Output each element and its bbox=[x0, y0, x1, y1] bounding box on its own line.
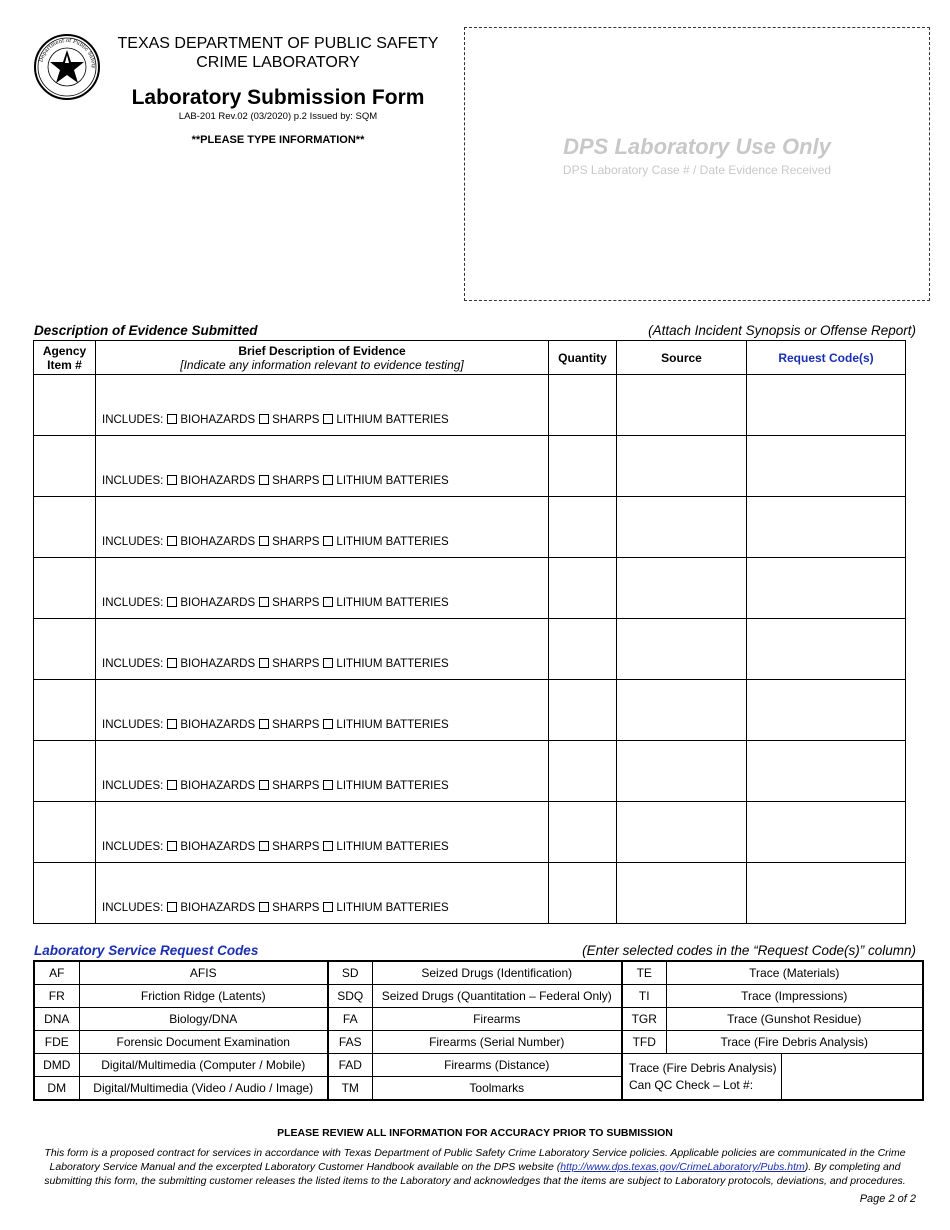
code-description: Trace (Materials) bbox=[666, 961, 923, 985]
form-title: Laboratory Submission Form bbox=[131, 86, 425, 109]
sharps-checkbox[interactable] bbox=[259, 719, 269, 729]
option-label: SHARPS bbox=[272, 719, 320, 731]
biohazards-checkbox[interactable] bbox=[167, 902, 177, 912]
code-description: Digital/Multimedia (Video / Audio / Image) bbox=[79, 1077, 328, 1101]
includes-options bbox=[96, 658, 548, 679]
col-source: Source bbox=[617, 341, 747, 375]
option-label: SHARPS bbox=[272, 536, 320, 548]
code-abbrev: TE bbox=[622, 961, 666, 985]
description-cell[interactable] bbox=[96, 558, 549, 619]
option-label: SHARPS bbox=[272, 841, 320, 853]
code-row bbox=[34, 961, 923, 985]
description-cell[interactable] bbox=[96, 375, 549, 436]
lot-number-field[interactable] bbox=[781, 1054, 923, 1101]
code-description: Digital/Multimedia (Computer / Mobile) bbox=[79, 1054, 328, 1077]
evidence-row bbox=[34, 680, 906, 741]
biohazards-checkbox[interactable] bbox=[167, 597, 177, 607]
source-cell[interactable] bbox=[617, 863, 747, 924]
option-label: SHARPS bbox=[272, 658, 320, 670]
col-request-codes: Request Code(s) bbox=[747, 341, 906, 375]
code-row bbox=[34, 1008, 923, 1031]
description-cell[interactable] bbox=[96, 619, 549, 680]
includes-options bbox=[96, 536, 548, 557]
svg-text:Department of Public Safety: Department of Public Safety bbox=[38, 37, 97, 69]
code-abbrev: SDQ bbox=[328, 985, 372, 1008]
item-number-cell[interactable] bbox=[34, 558, 96, 619]
option-label: LITHIUM BATTERIES bbox=[336, 414, 449, 426]
code-description: AFIS bbox=[79, 961, 328, 985]
evidence-row bbox=[34, 375, 906, 436]
biohazards-checkbox[interactable] bbox=[167, 658, 177, 668]
lithium-batteries-checkbox[interactable] bbox=[323, 719, 333, 729]
evidence-header-row bbox=[34, 341, 906, 375]
lithium-batteries-checkbox[interactable] bbox=[323, 475, 333, 485]
request-code-cell[interactable] bbox=[747, 802, 906, 863]
agency-name: TEXAS DEPARTMENT OF PUBLIC SAFETY CRIME LABORATORY bbox=[117, 35, 439, 71]
sharps-checkbox[interactable] bbox=[259, 475, 269, 485]
description-cell[interactable] bbox=[96, 680, 549, 741]
code-description: Biology/DNA bbox=[79, 1008, 328, 1031]
page-number: Page 2 of 2 bbox=[859, 1193, 916, 1205]
option-label: LITHIUM BATTERIES bbox=[336, 658, 449, 670]
quantity-cell[interactable] bbox=[549, 680, 617, 741]
sharps-checkbox[interactable] bbox=[259, 780, 269, 790]
code-description: Seized Drugs (Quantitation – Federal Only) bbox=[372, 985, 622, 1008]
includes-label: INCLUDES: bbox=[102, 841, 164, 853]
includes-options bbox=[96, 780, 548, 801]
sharps-checkbox[interactable] bbox=[259, 658, 269, 668]
source-cell[interactable] bbox=[617, 619, 747, 680]
quantity-cell[interactable] bbox=[549, 619, 617, 680]
request-code-cell[interactable] bbox=[747, 375, 906, 436]
lithium-batteries-checkbox[interactable] bbox=[323, 414, 333, 424]
code-row bbox=[34, 1031, 923, 1054]
lithium-batteries-checkbox[interactable] bbox=[323, 841, 333, 851]
source-cell[interactable] bbox=[617, 680, 747, 741]
lithium-batteries-checkbox[interactable] bbox=[323, 658, 333, 668]
sharps-checkbox[interactable] bbox=[259, 414, 269, 424]
evidence-table bbox=[33, 340, 906, 924]
code-description: Seized Drugs (Identification) bbox=[372, 961, 622, 985]
code-description: Forensic Document Examination bbox=[79, 1031, 328, 1054]
code-description: Firearms (Serial Number) bbox=[372, 1031, 622, 1054]
option-label: SHARPS bbox=[272, 902, 320, 914]
includes-label: INCLUDES: bbox=[102, 780, 164, 792]
source-cell[interactable] bbox=[617, 802, 747, 863]
code-abbrev: DM bbox=[34, 1077, 79, 1101]
type-instruction: **PLEASE TYPE INFORMATION** bbox=[191, 134, 365, 146]
option-label: LITHIUM BATTERIES bbox=[336, 780, 449, 792]
code-description: Firearms bbox=[372, 1008, 622, 1031]
code-abbrev: SD bbox=[328, 961, 372, 985]
dps-seal-logo bbox=[33, 33, 101, 101]
item-number-cell[interactable] bbox=[34, 863, 96, 924]
option-label: LITHIUM BATTERIES bbox=[336, 475, 449, 487]
quantity-cell[interactable] bbox=[549, 375, 617, 436]
biohazards-checkbox[interactable] bbox=[167, 719, 177, 729]
description-cell[interactable] bbox=[96, 863, 549, 924]
option-label: SHARPS bbox=[272, 597, 320, 609]
quantity-cell[interactable] bbox=[549, 497, 617, 558]
code-description: Trace (Gunshot Residue) bbox=[666, 1008, 923, 1031]
qc-check-label: Trace (Fire Debris Analysis) Can QC Check – Lot #: bbox=[622, 1054, 781, 1101]
code-description: Trace (Fire Debris Analysis) bbox=[666, 1031, 923, 1054]
includes-options bbox=[96, 475, 548, 496]
biohazards-checkbox[interactable] bbox=[167, 841, 177, 851]
includes-options bbox=[96, 719, 548, 740]
codes-section-title: Laboratory Service Request Codes bbox=[34, 943, 259, 958]
item-number-cell[interactable] bbox=[34, 497, 96, 558]
includes-options bbox=[96, 841, 548, 862]
code-abbrev: TGR bbox=[622, 1008, 666, 1031]
evidence-row bbox=[34, 802, 906, 863]
option-label: LITHIUM BATTERIES bbox=[336, 841, 449, 853]
includes-options bbox=[96, 414, 548, 435]
code-description: Trace (Impressions) bbox=[666, 985, 923, 1008]
form-revision: LAB-201 Rev.02 (03/2020) p.2 Issued by: SQM bbox=[178, 111, 378, 122]
option-label: BIOHAZARDS bbox=[180, 902, 256, 914]
option-label: BIOHAZARDS bbox=[180, 597, 256, 609]
code-abbrev: FAD bbox=[328, 1054, 372, 1077]
description-cell[interactable] bbox=[96, 802, 549, 863]
option-label: BIOHAZARDS bbox=[180, 841, 256, 853]
option-label: BIOHAZARDS bbox=[180, 414, 256, 426]
item-number-cell[interactable] bbox=[34, 741, 96, 802]
code-abbrev: FAS bbox=[328, 1031, 372, 1054]
quantity-cell[interactable] bbox=[549, 558, 617, 619]
code-abbrev: TM bbox=[328, 1077, 372, 1101]
code-abbrev: FA bbox=[328, 1008, 372, 1031]
code-description: Firearms (Distance) bbox=[372, 1054, 622, 1077]
lab-use-subtitle: DPS Laboratory Case # / Date Evidence Received bbox=[562, 163, 832, 177]
includes-options bbox=[96, 597, 548, 618]
option-label: LITHIUM BATTERIES bbox=[336, 536, 449, 548]
sharps-checkbox[interactable] bbox=[259, 902, 269, 912]
option-label: BIOHAZARDS bbox=[180, 658, 256, 670]
code-abbrev: DNA bbox=[34, 1008, 79, 1031]
option-label: SHARPS bbox=[272, 414, 320, 426]
quantity-cell[interactable] bbox=[549, 802, 617, 863]
evidence-section-title: Description of Evidence Submitted bbox=[34, 323, 258, 338]
item-number-cell[interactable] bbox=[34, 680, 96, 741]
evidence-row bbox=[34, 619, 906, 680]
code-abbrev: FR bbox=[34, 985, 79, 1008]
includes-label: INCLUDES: bbox=[102, 536, 164, 548]
code-abbrev: DMD bbox=[34, 1054, 79, 1077]
code-abbrev: FDE bbox=[34, 1031, 79, 1054]
includes-label: INCLUDES: bbox=[102, 475, 164, 487]
biohazards-checkbox[interactable] bbox=[167, 780, 177, 790]
source-cell[interactable] bbox=[617, 436, 747, 497]
option-label: LITHIUM BATTERIES bbox=[336, 902, 449, 914]
col-description: Brief Description of Evidence [Indicate any information relevant to evidence testing] bbox=[96, 341, 549, 375]
legal-text: This form is a proposed contract for services in accordance with Texas Department of Public Safety Crime Laboratory Service policies. Applicable policies are communicated in the Crime Laboratory Service Manual and the excerpted Laboratory Customer Handbook available on the DPS website (http://www.dps.texas.gov/CrimeLaboratory/Pubs.htm). By completing and submitting this form, the submitting customer releases the listed items to the Laboratory and acknowledges that the items are subject to Laboratory protocols, deviations, and procedures. bbox=[44, 1147, 906, 1187]
col-agency-item: Agency Item # bbox=[34, 341, 96, 375]
request-code-cell[interactable] bbox=[747, 680, 906, 741]
evidence-row bbox=[34, 558, 906, 619]
lithium-batteries-checkbox[interactable] bbox=[323, 536, 333, 546]
includes-label: INCLUDES: bbox=[102, 719, 164, 731]
option-label: SHARPS bbox=[272, 780, 320, 792]
lithium-batteries-checkbox[interactable] bbox=[323, 902, 333, 912]
includes-options bbox=[96, 902, 548, 923]
request-code-cell[interactable] bbox=[747, 741, 906, 802]
description-cell[interactable] bbox=[96, 497, 549, 558]
request-code-cell[interactable] bbox=[747, 863, 906, 924]
source-cell[interactable] bbox=[617, 497, 747, 558]
sharps-checkbox[interactable] bbox=[259, 841, 269, 851]
request-code-cell[interactable] bbox=[747, 619, 906, 680]
item-number-cell[interactable] bbox=[34, 619, 96, 680]
request-code-cell[interactable] bbox=[747, 497, 906, 558]
quantity-cell[interactable] bbox=[549, 436, 617, 497]
option-label: LITHIUM BATTERIES bbox=[336, 719, 449, 731]
includes-label: INCLUDES: bbox=[102, 597, 164, 609]
includes-label: INCLUDES: bbox=[102, 414, 164, 426]
code-description: Toolmarks bbox=[372, 1077, 622, 1101]
code-row bbox=[34, 985, 923, 1008]
code-abbrev: TFD bbox=[622, 1031, 666, 1054]
evidence-row bbox=[34, 741, 906, 802]
codes-section-note: (Enter selected codes in the “Request Code(s)” column) bbox=[582, 943, 916, 958]
option-label: SHARPS bbox=[272, 475, 320, 487]
quantity-cell[interactable] bbox=[549, 863, 617, 924]
review-notice: PLEASE REVIEW ALL INFORMATION FOR ACCURACY PRIOR TO SUBMISSION bbox=[277, 1127, 673, 1139]
quantity-cell[interactable] bbox=[549, 741, 617, 802]
includes-label: INCLUDES: bbox=[102, 658, 164, 670]
lab-use-title: DPS Laboratory Use Only bbox=[563, 134, 831, 159]
item-number-cell[interactable] bbox=[34, 436, 96, 497]
request-codes-table bbox=[33, 960, 924, 1101]
request-code-cell[interactable] bbox=[747, 436, 906, 497]
evidence-section-note: (Attach Incident Synopsis or Offense Report) bbox=[648, 323, 916, 338]
sharps-checkbox[interactable] bbox=[259, 597, 269, 607]
request-code-cell[interactable] bbox=[747, 558, 906, 619]
dps-website-link[interactable]: http://www.dps.texas.gov/CrimeLaboratory/Pubs.htm bbox=[560, 1161, 805, 1173]
evidence-row bbox=[34, 436, 906, 497]
lithium-batteries-checkbox[interactable] bbox=[323, 780, 333, 790]
code-abbrev: TI bbox=[622, 985, 666, 1008]
item-number-cell[interactable] bbox=[34, 375, 96, 436]
description-cell[interactable] bbox=[96, 436, 549, 497]
option-label: BIOHAZARDS bbox=[180, 536, 256, 548]
source-cell[interactable] bbox=[617, 741, 747, 802]
code-row bbox=[34, 1054, 923, 1077]
source-cell[interactable] bbox=[617, 558, 747, 619]
col-quantity: Quantity bbox=[549, 341, 617, 375]
evidence-row bbox=[34, 497, 906, 558]
option-label: BIOHAZARDS bbox=[180, 475, 256, 487]
includes-label: INCLUDES: bbox=[102, 902, 164, 914]
code-description: Friction Ridge (Latents) bbox=[79, 985, 328, 1008]
lithium-batteries-checkbox[interactable] bbox=[323, 597, 333, 607]
option-label: BIOHAZARDS bbox=[180, 780, 256, 792]
sharps-checkbox[interactable] bbox=[259, 536, 269, 546]
option-label: BIOHAZARDS bbox=[180, 719, 256, 731]
source-cell[interactable] bbox=[617, 375, 747, 436]
item-number-cell[interactable] bbox=[34, 802, 96, 863]
code-abbrev: AF bbox=[34, 961, 79, 985]
option-label: LITHIUM BATTERIES bbox=[336, 597, 449, 609]
evidence-row bbox=[34, 863, 906, 924]
biohazards-checkbox[interactable] bbox=[167, 536, 177, 546]
biohazards-checkbox[interactable] bbox=[167, 414, 177, 424]
description-cell[interactable] bbox=[96, 741, 549, 802]
biohazards-checkbox[interactable] bbox=[167, 475, 177, 485]
